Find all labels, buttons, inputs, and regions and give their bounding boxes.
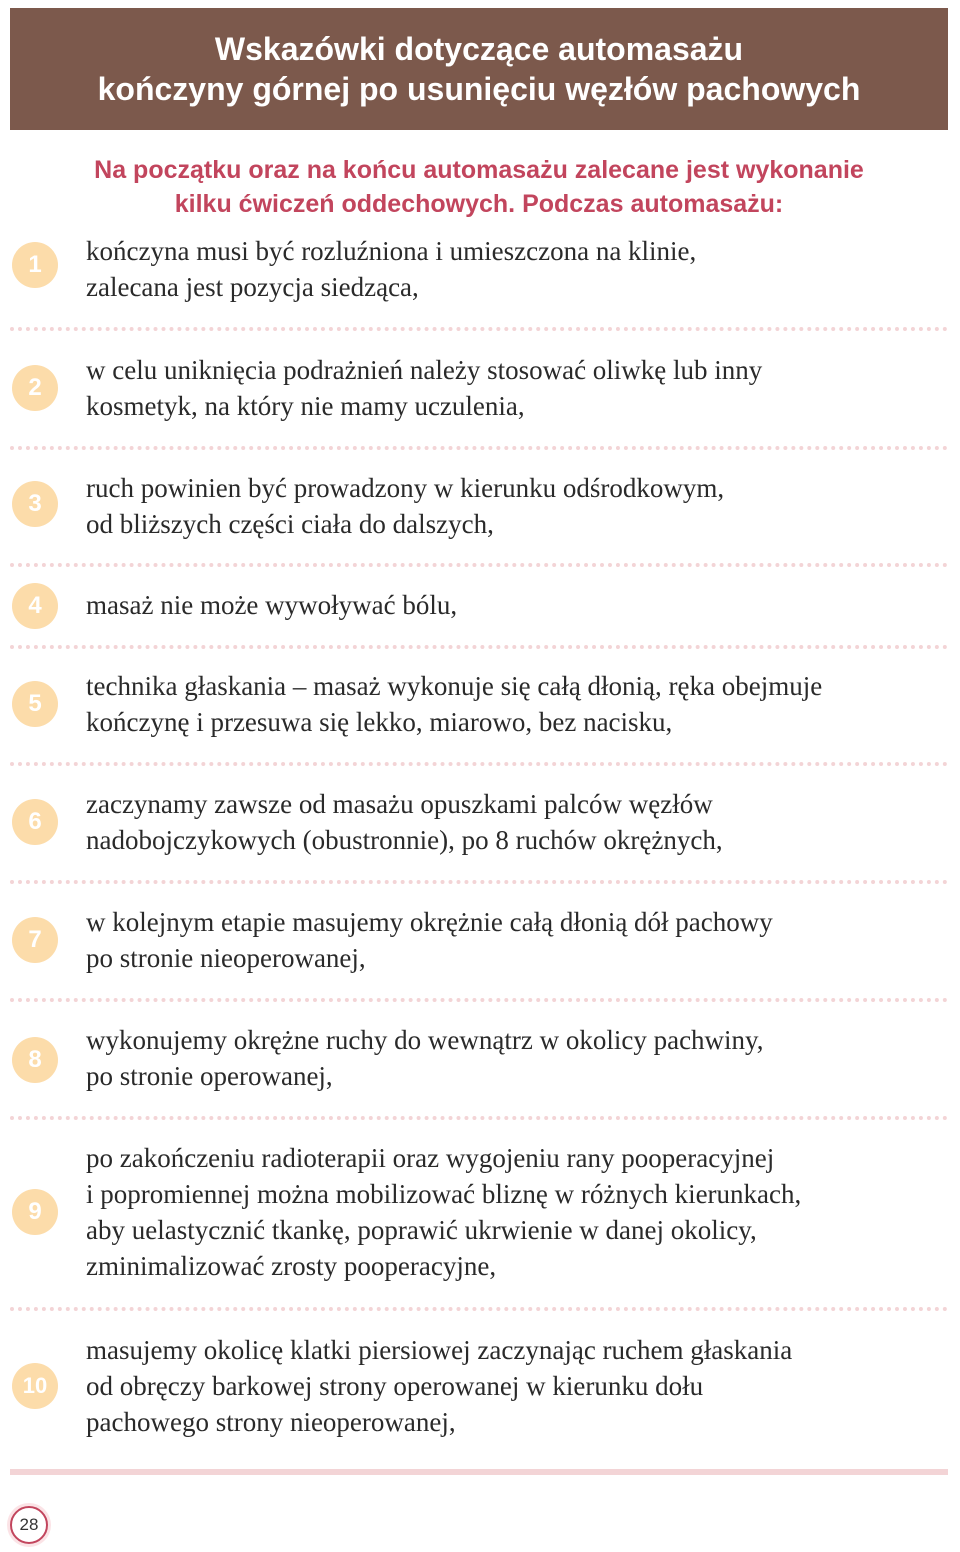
item-line: wykonujemy okrężne ruchy do wewnątrz w okolicy pachwiny, xyxy=(86,1025,764,1055)
item-line: zaczynamy zawsze od masażu opuszkami palców węzłów xyxy=(86,789,713,819)
divider xyxy=(10,1307,948,1311)
number-badge: 8 xyxy=(12,1037,58,1083)
number-badge: 2 xyxy=(12,365,58,411)
divider xyxy=(10,762,948,766)
intro-text xyxy=(20,153,938,221)
item-text xyxy=(86,352,946,424)
item-line: w kolejnym etapie masujemy okrężnie całą dłonią dół pachowy xyxy=(86,907,773,937)
item-line: technika głaskania – masaż wykonuje się całą dłonią, ręka obejmuje xyxy=(86,671,823,701)
page-number: 28 xyxy=(10,1506,48,1544)
item-line: kończynę i przesuwa się lekko, miarowo, bez nacisku, xyxy=(86,707,673,737)
number-badge: 1 xyxy=(12,242,58,288)
number-badge: 10 xyxy=(12,1363,58,1409)
number-badge: 9 xyxy=(12,1189,58,1235)
intro-line-2: kilku ćwiczeń oddechowych. Podczas automasażu: xyxy=(174,190,784,218)
number-badge: 7 xyxy=(12,917,58,963)
item-line: masujemy okolicę klatki piersiowej zaczynając ruchem głaskania xyxy=(86,1335,793,1365)
divider xyxy=(10,327,948,331)
item-line: kosmetyk, na który nie mamy uczulenia, xyxy=(86,391,525,421)
item-line: po stronie operowanej, xyxy=(86,1061,333,1091)
item-text xyxy=(86,786,946,858)
page-header xyxy=(10,8,948,130)
intro-line-1: Na początku oraz na końcu automasażu zalecane jest wykonanie xyxy=(94,156,864,184)
title-line-1: Wskazówki dotyczące automasażu xyxy=(214,31,744,67)
item-text xyxy=(86,587,946,623)
item-line: zminimalizować zrosty pooperacyjne, xyxy=(86,1251,497,1281)
item-line: w celu uniknięcia podrażnień należy stosować oliwkę lub inny xyxy=(86,355,763,385)
item-line: aby uelastycznić tkankę, poprawić ukrwienie w danej okolicy, xyxy=(86,1215,757,1245)
number-badge: 3 xyxy=(12,481,58,527)
number-badge: 4 xyxy=(12,583,58,629)
item-line: pachowego strony nieoperowanej, xyxy=(86,1407,456,1437)
divider xyxy=(10,880,948,884)
item-line: masaż nie może wywoływać bólu, xyxy=(86,590,458,620)
divider xyxy=(10,563,948,567)
item-line: od bliższych części ciała do dalszych, xyxy=(86,509,494,539)
item-line: po zakończeniu radioterapii oraz wygojeniu rany pooperacyjnej xyxy=(86,1143,775,1173)
number-badge: 6 xyxy=(12,799,58,845)
item-text xyxy=(86,668,946,740)
divider xyxy=(10,645,948,649)
bottom-rule xyxy=(10,1469,948,1475)
item-text xyxy=(86,904,946,976)
divider xyxy=(10,446,948,450)
item-text xyxy=(86,1140,946,1284)
item-text xyxy=(86,1332,946,1440)
divider xyxy=(10,1116,948,1120)
item-line: od obręczy barkowej strony operowanej w kierunku dołu xyxy=(86,1371,704,1401)
item-line: i popromiennej można mobilizować bliznę w różnych kierunkach, xyxy=(86,1179,802,1209)
number-badge: 5 xyxy=(12,681,58,727)
item-line: zalecana jest pozycja siedząca, xyxy=(86,272,419,302)
title-line-2: kończyny górnej po usunięciu węzłów pachowych xyxy=(97,71,861,107)
item-line: nadobojczykowych (obustronnie), po 8 ruchów okrężnych, xyxy=(86,825,723,855)
item-text xyxy=(86,233,946,305)
item-text xyxy=(86,470,946,542)
item-text xyxy=(86,1022,946,1094)
item-line: po stronie nieoperowanej, xyxy=(86,943,366,973)
divider xyxy=(10,998,948,1002)
item-line: ruch powinien być prowadzony w kierunku odśrodkowym, xyxy=(86,473,725,503)
item-line: kończyna musi być rozluźniona i umieszczona na klinie, xyxy=(86,236,697,266)
